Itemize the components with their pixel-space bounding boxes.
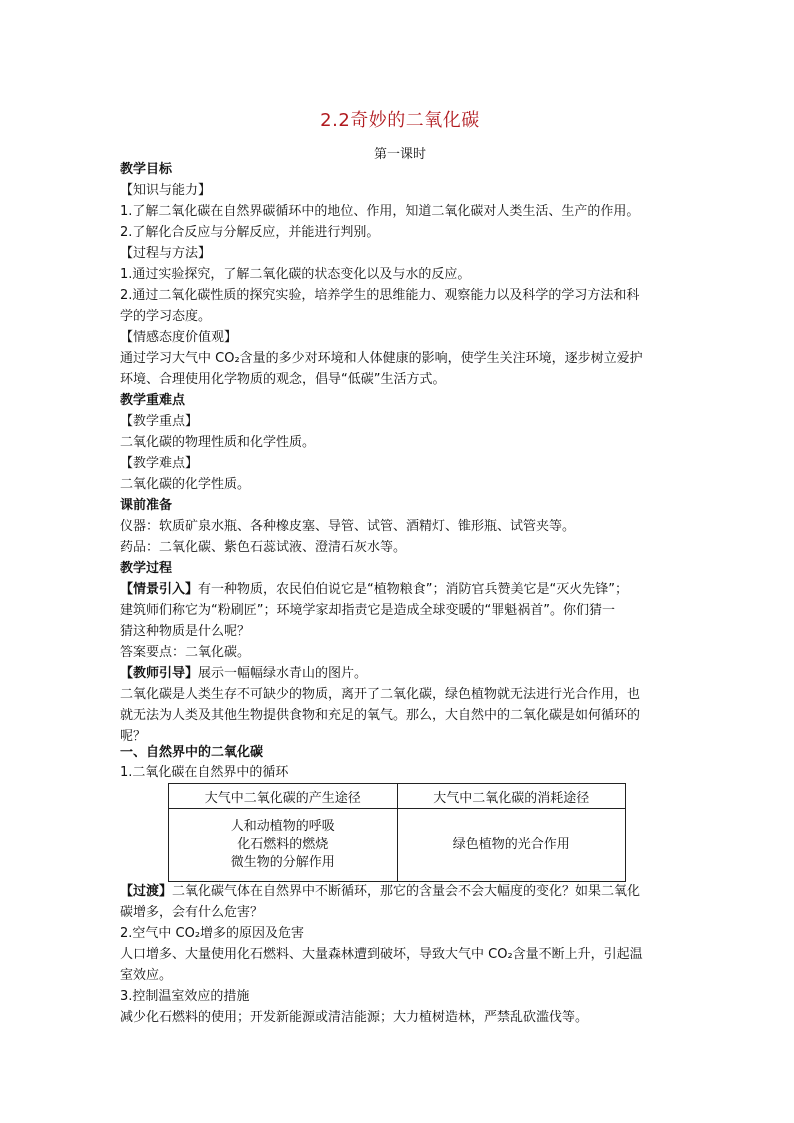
table-header-source: 大气中二氧化碳的产生途径: [169, 784, 398, 809]
key-point-label: 【教学重点】: [120, 414, 199, 429]
intro-line-1: [120, 581, 685, 599]
teacher-guide-line: [120, 665, 685, 683]
teaching-process-heading: 教学过程: [120, 561, 173, 576]
transition-lead: 【过渡】: [120, 884, 173, 899]
cycle-title: 1.二氧化碳在自然界中的循环: [120, 765, 289, 780]
transition-line-2: 碳增多，会有什么危害？: [120, 905, 264, 920]
measure-title: 3.控制温室效应的措施: [120, 989, 250, 1004]
emotion-label: 【情感态度价值观】: [120, 330, 238, 345]
knowledge-label: 【知识与能力】: [120, 183, 212, 198]
reason-line-2: 室效应。: [120, 968, 173, 983]
process-item-2-line-2: 学的学习态度。: [120, 309, 212, 324]
key-point-text: 二氧化碳的物理性质和化学性质。: [120, 435, 316, 450]
lesson-subtitle: 第一课时: [373, 147, 426, 162]
knowledge-item-1: 1.了解二氧化碳在自然界碳循环中的地位、作用，知道二氧化碳对人类生活、生产的作用。: [120, 204, 640, 219]
page-title: 2.2奇妙的二氧化碳: [320, 110, 480, 131]
instruments-text: 仪器：软质矿泉水瓶、各种橡皮塞、导管、试管、酒精灯、锥形瓶、试管夹等。: [120, 519, 576, 534]
process-item-1: 1.通过实验探究，了解二氧化碳的状态变化以及与水的反应。: [120, 267, 471, 282]
paragraph-line-1: 二氧化碳是人类生存不可缺少的物质，离开了二氧化碳，绿色植物就无法进行光合作用，也: [120, 687, 641, 702]
reason-line-1: 人口增多、大量使用化石燃料、大量森林遭到破坏，导致大气中 CO₂含量不断上升，引起温: [120, 947, 643, 962]
part-one-heading: 一、自然界中的二氧化碳: [120, 745, 264, 760]
process-label: 【过程与方法】: [120, 246, 212, 261]
table-row: [169, 809, 626, 882]
knowledge-item-2: 2.了解化合反应与分解反应，并能进行判别。: [120, 225, 380, 240]
source-item: 微生物的分解作用: [230, 855, 335, 870]
intro-lead: 【情景引入】: [120, 582, 199, 597]
process-item-2-line-1: 2.通过二氧化碳性质的探究实验，培养学生的思维能力、观察能力以及科学的学习方法和科: [120, 288, 640, 303]
sink-cell: 绿色植物的光合作用: [397, 809, 626, 882]
measure-text: 减少化石燃料的使用；开发新能源或清洁能源；大力植树造林，严禁乱砍滥伐等。: [120, 1010, 589, 1025]
table-header-row: [169, 784, 626, 809]
emotion-text-line-2: 环境、合理使用化学物质的观念，倡导“低碳”生活方式。: [120, 372, 446, 387]
intro-text: 有一种物质，农民伯伯说它是“植物粮食”；消防官兵赞美它是“灭火先锋”；: [198, 582, 628, 597]
transition-line-1: [120, 883, 685, 901]
intro-line-2: 建筑师们称它为“粉刷匠”；环境学家却指责它是造成全球变暖的“罪魁祸首”。你们猜一: [120, 603, 615, 618]
intro-line-3: 猜这种物质是什么呢？: [120, 624, 251, 639]
source-item: 化石燃料的燃烧: [237, 837, 329, 852]
reason-title: 2.空气中 CO₂增多的原因及危害: [120, 926, 305, 941]
goals-heading: 教学目标: [120, 162, 173, 177]
table-header-sink: 大气中二氧化碳的消耗途径: [397, 784, 626, 809]
paragraph-line-2: 就无法为人类及其他生物提供食物和充足的氧气。那么，大自然中的二氧化碳是如何循环的: [120, 708, 641, 723]
difficult-point-text: 二氧化碳的化学性质。: [120, 477, 251, 492]
difficult-point-label: 【教学难点】: [120, 456, 199, 471]
preparation-heading: 课前准备: [120, 498, 173, 513]
guide-text: 展示一幅幅绿水青山的图片。: [198, 666, 368, 681]
answer-text: 答案要点：二氧化碳。: [120, 645, 251, 660]
guide-lead: 【教师引导】: [120, 666, 199, 681]
carbon-cycle-table: [168, 783, 626, 882]
transition-text: 二氧化碳气体在自然界中不断循环，那它的含量会不会大幅度的变化？如果二氧化: [172, 884, 641, 899]
key-points-heading: 教学重难点: [120, 393, 186, 408]
source-cell: [169, 809, 398, 882]
emotion-text-line-1: 通过学习大气中 CO₂含量的多少对环境和人体健康的影响，使学生关注环境，逐步树立爱护: [120, 351, 643, 366]
reagents-text: 药品：二氧化碳、紫色石蕊试液、澄清石灰水等。: [120, 540, 407, 555]
paragraph-line-3: 呢？: [120, 729, 147, 744]
source-item: 人和动植物的呼吸: [230, 819, 335, 834]
